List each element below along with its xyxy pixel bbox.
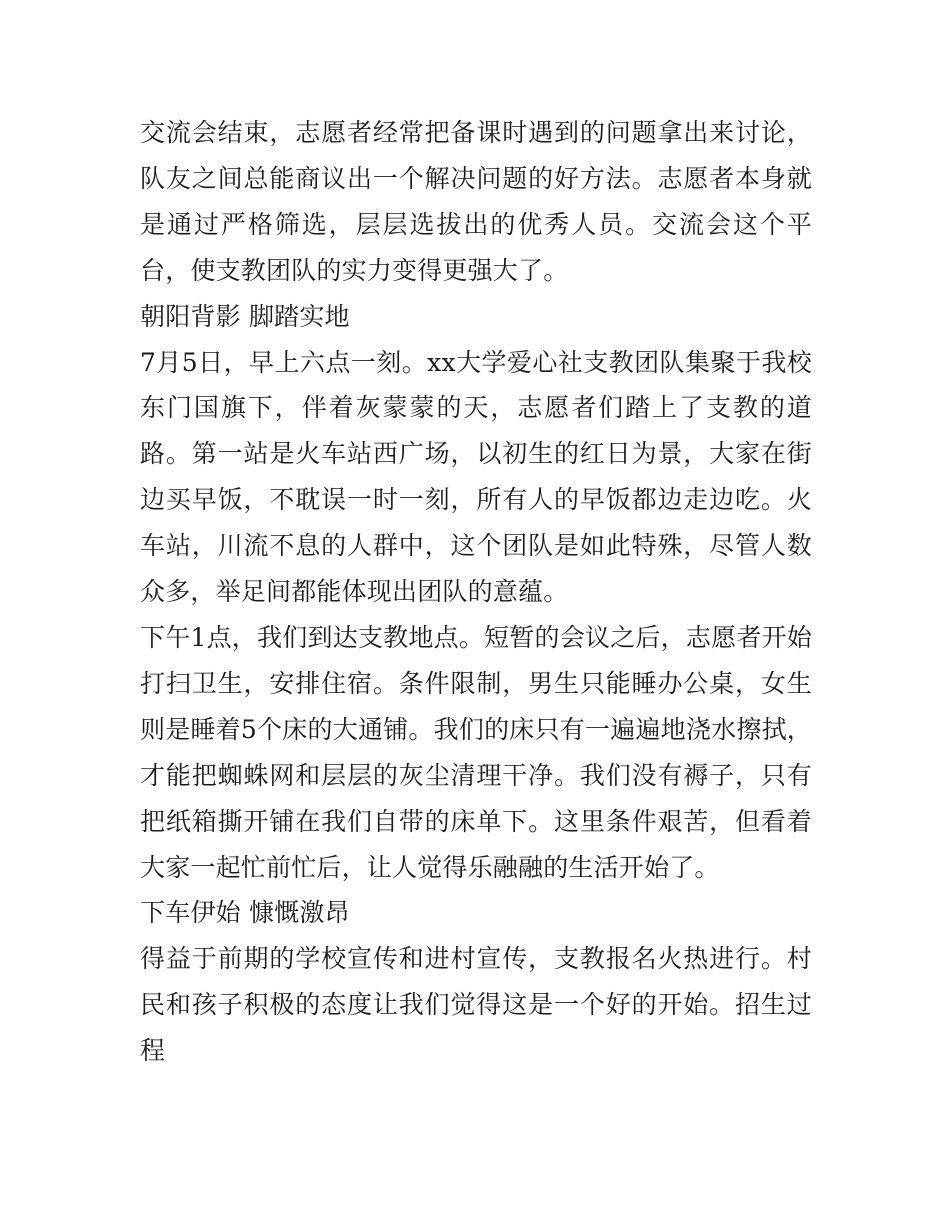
paragraph-arrival: 下午1点，我们到达支教地点。短暂的会议之后，志愿者开始打扫卫生，安排住宿。条件限制，男生只能睡办公桌，女生则是睡着5个床的大通铺。我们的床只有一遍遍地浇水擦拭，才能把蜘蛛网和层层的灰尘清理干净。我们没有褥子，只有把纸箱撕开铺在我们自带的床单下。这里条件艰苦，但看着大家一起忙前忙后，让人觉得乐融融的生活开始了。 (140, 622, 812, 882)
paragraph-departure: 7月5日，早上六点一刻。xx大学爱心社支教团队集聚于我校东门国旗下，伴着灰蒙蒙的天，志愿者们踏上了支教的道路。第一站是火车站西广场，以初生的红日为景，大家在街边买早饭，不耽误一时一刻，所有人的早饭都边走边吃。火车站，川流不息的人群中，这个团队是如此特殊，尽管人数众多，举足间都能体现出团队的意蕴。 (140, 347, 812, 607)
section-heading-morning: 朝阳背影 脚踏实地 (140, 301, 350, 331)
document-body (140, 110, 812, 1074)
paragraph-enrollment: 得益于前期的学校宣传和进村宣传，支教报名火热进行。村民和孩子积极的态度让我们觉得这是一个好的开始。招生过程 (140, 944, 812, 1066)
paragraph-exchange-meeting: 交流会结束，志愿者经常把备课时遇到的问题拿出来讨论，队友之间总能商议出一个解决问题的好方法。志愿者本身就是通过严格筛选，层层选拔出的优秀人员。交流会这个平台，使支教团队的实力变得更强大了。 (140, 118, 812, 285)
section-heading-arrival: 下车伊始 慷慨激昂 (140, 898, 350, 928)
